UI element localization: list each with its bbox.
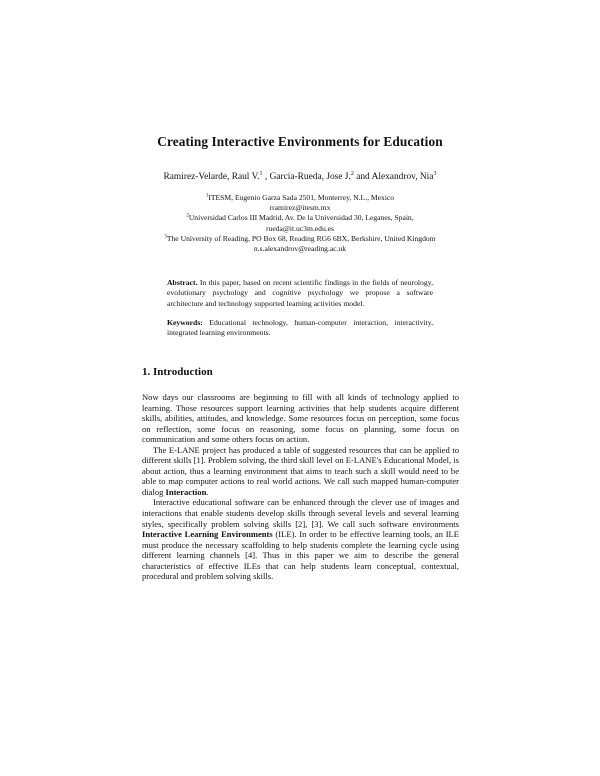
emphasis-term: Interactive Learning Environments (142, 529, 273, 540)
affiliation-mark: 3 (164, 234, 167, 240)
author-affiliation-mark: 2 (350, 170, 354, 177)
abstract (167, 278, 433, 309)
keywords (167, 318, 433, 339)
author-name: Ramirez-Velarde, Raul V. (163, 172, 260, 182)
affiliation-mark: 1 (205, 193, 209, 199)
affiliation-line (0, 193, 600, 203)
affiliation-email: n.s.alexandrov@reading.ac.uk (253, 244, 347, 254)
affiliation-line (0, 213, 600, 223)
affiliation-mark: 2 (186, 213, 189, 219)
paragraph (142, 445, 459, 498)
affiliation-email: rramirez@itesm.mx (269, 203, 331, 213)
affiliation-text: The University of Reading, PO Box 68, Reading RG6 6BX, Berkshire, United Kingdom (166, 233, 436, 243)
author-affiliation-mark: 1 (259, 170, 263, 177)
affiliation-text: ITESM, Eugenio Garza Sada 2501, Monterrey, N.L., Mexico (208, 193, 395, 202)
section-heading: 1. Introduction (142, 366, 213, 378)
paragraph-text: (ILE). In order to be effective learning tools, an ILE must produce the necessary scaffolding to help students complete the learning cycle using different learning channels [4]. Thus in this paper we aim to describe the general characteristics of effective ILEs that can help students learn conceptual, contextual, procedural and problem solving skills. (142, 529, 459, 582)
keywords-label: Keywords: (167, 318, 203, 327)
author-list (0, 172, 600, 182)
abstract-label: Abstract. (167, 278, 198, 287)
paragraph: Now days our classrooms are beginning to fill with all kinds of technology applied to learning. Those resources support learning activities that help students acquire different skills, abilities, attitudes, and knowledge. Some resources focus on perception, some focus on reflection, some focus on reasoning, some focus on planning, some focus on communication and some others focus on action. (142, 392, 459, 445)
affiliations (0, 193, 600, 254)
affiliation-line (0, 234, 600, 244)
paragraph-text: . (206, 486, 209, 497)
paragraph-text: Interactive educational software can be enhanced through the clever use of images and interactions that enable students develop skills through several levels and several learning styles, specifically problem solving skills [2], [3]. We call such software environments (142, 497, 459, 529)
affiliation-text: Universidad Carlos III Madrid, Av. De la Universidad 30, Leganes, Spain, (188, 213, 414, 223)
abstract-text: In this paper, based on recent scientific findings in the fields of neurology, evolutionary psychology and cognitive psychology we propose a software architecture and technology supported learning activities model. (167, 278, 433, 308)
paragraph (142, 497, 459, 581)
emphasis-term: Interaction (165, 486, 207, 497)
body-text (142, 392, 459, 582)
affiliation-email: rueda@it.uc3m.edu.es (266, 223, 334, 233)
author-name: , Garcia-Rueda, Jose J. (262, 172, 351, 182)
paper-title: Creating Interactive Environments for Education (157, 134, 443, 149)
author-name: and Alexandrov, Nia (353, 172, 434, 182)
paragraph-text: The E-LANE project has produced a table of suggested resources that can be applied to different skills [1]. Problem solving, the third skill level on E-LANE's Educational Model, is about action, thus a learning environment that aims to teach such a skill would need to be able to map computer actions to real world actions. We call such mapped human-computer dialog (142, 444, 459, 497)
keywords-text: Educational technology, human-computer interaction, interactivity, integrated learning environments. (167, 318, 433, 338)
author-affiliation-mark: 3 (433, 170, 437, 177)
